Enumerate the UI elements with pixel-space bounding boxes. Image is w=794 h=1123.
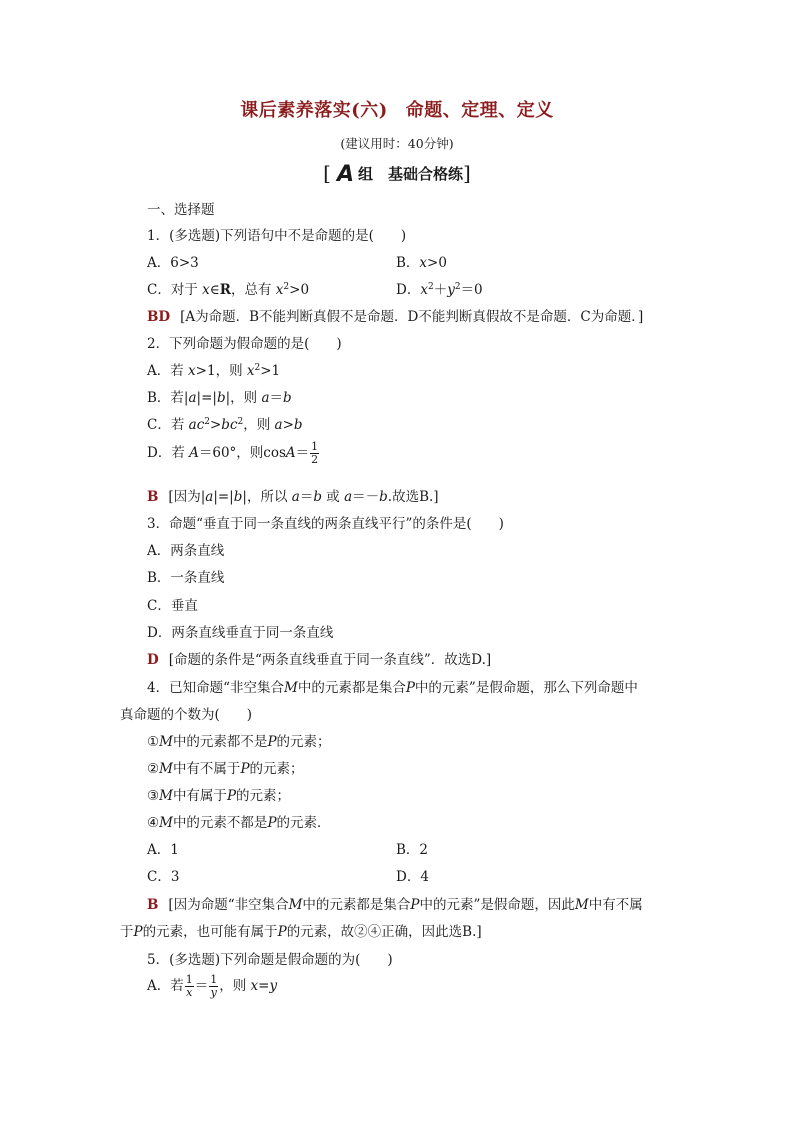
q2-option-c: C．若 $ac^2>bc^2$，则 a>b — [147, 417, 303, 433]
title-left: 课后素养落实(六) — [240, 100, 388, 121]
q2-d-fraction: $\frac{1}{2}$ — [311, 440, 319, 466]
q4-statement-4: ④M中的元素不都是P的元素． — [147, 815, 331, 831]
q2-answer: B — [147, 489, 159, 505]
q4-solution-line2: 于P的元素，也可能有属于P的元素，故②④正确，因此选B.] — [120, 924, 482, 940]
q4-option-a: A．1 — [147, 842, 179, 858]
q5-a-fraction-right: $\frac{1}{y}$ — [210, 973, 218, 999]
q4-solution: B [因为命题“非空集合M中的元素都是集合P中的元素”是假命题，因此M中有不属 — [147, 897, 643, 913]
q3-answer: D — [147, 652, 159, 668]
q2-stem: 2．下列命题为假命题的是( ) — [147, 336, 342, 352]
q3-option-c: C．垂直 — [147, 598, 198, 614]
q4-option-c: C．3 — [147, 869, 180, 885]
q2-option-d: D．若 A＝60°，则cosA＝ $\frac{1}{2}$ — [147, 440, 319, 466]
section-heading: 一、选择题 — [147, 202, 215, 218]
q2-solution: B [因为|a|=|b|，所以 a＝b 或 a＝－b.故选B.] — [147, 489, 439, 505]
q4-answer: B — [147, 897, 159, 913]
q4-statement-2: ②M中有不属于P的元素； — [147, 761, 304, 777]
q3-option-d: D．两条直线垂直于同一条直线 — [147, 625, 334, 641]
q2-option-a: A．若 x>1，则 $x^2>1$ — [147, 363, 281, 379]
q3-solution: D [命题的条件是“两条直线垂直于同一条直线”．故选D.] — [147, 652, 492, 668]
q2-option-b: B．若|a|=|b|，则 a＝b — [147, 390, 292, 406]
group-label: 组 基础合格练 — [358, 165, 464, 183]
q1-solution: BD [A为命题．B不能判断真假不是命题．D不能判断真假故不是命题．C为命题．] — [147, 309, 644, 325]
q1-stem: 1．(多选题)下列语句中不是命题的是( ) — [147, 228, 407, 244]
q1-option-c: C．对于 x∈R，总有 $x^2>0$ — [147, 282, 310, 298]
group-letter: A — [336, 162, 354, 187]
q5-stem: 5．(多选题)下列命题是假命题的为( ) — [147, 952, 393, 968]
q4-statement-3: ③M中有属于P的元素； — [147, 788, 291, 804]
q4-option-b: B．2 — [396, 842, 429, 858]
group-bracket-close: ] — [463, 161, 471, 185]
q1-answer: BD — [147, 309, 171, 325]
q1-option-a: A．6>3 — [147, 255, 199, 271]
q5-a-fraction-left: $\frac{1}{x}$ — [185, 973, 193, 999]
q4-statement-1: ①M中的元素都不是P的元素； — [147, 734, 331, 750]
q3-option-a: A．两条直线 — [147, 543, 225, 559]
page-title — [0, 96, 794, 122]
q1-option-d: D．$x^2+y^2=0$ — [396, 282, 483, 298]
q3-option-b: B．一条直线 — [147, 570, 225, 586]
group-bracket-open: [ — [323, 161, 331, 185]
title-right: 命题、定理、定义 — [405, 100, 554, 121]
time-hint: (建议用时：40分钟) — [340, 136, 454, 151]
q4-option-d: D．4 — [396, 869, 429, 885]
q3-stem: 3．命题“垂直于同一条直线的两条直线平行”的条件是( ) — [147, 516, 504, 532]
q5-option-a: A．若 $\frac{1}{x}$ ＝ $\frac{1}{y}$ ，则 x=y — [147, 973, 278, 999]
group-heading — [0, 161, 794, 187]
q4-stem-line2: 真命题的个数为( ) — [120, 707, 253, 723]
q1-option-b: B．x>0 — [396, 255, 447, 271]
q4-stem: 4．已知命题“非空集合M中的元素都是集合P中的元素”是假命题，那么下列命题中 — [147, 680, 638, 696]
